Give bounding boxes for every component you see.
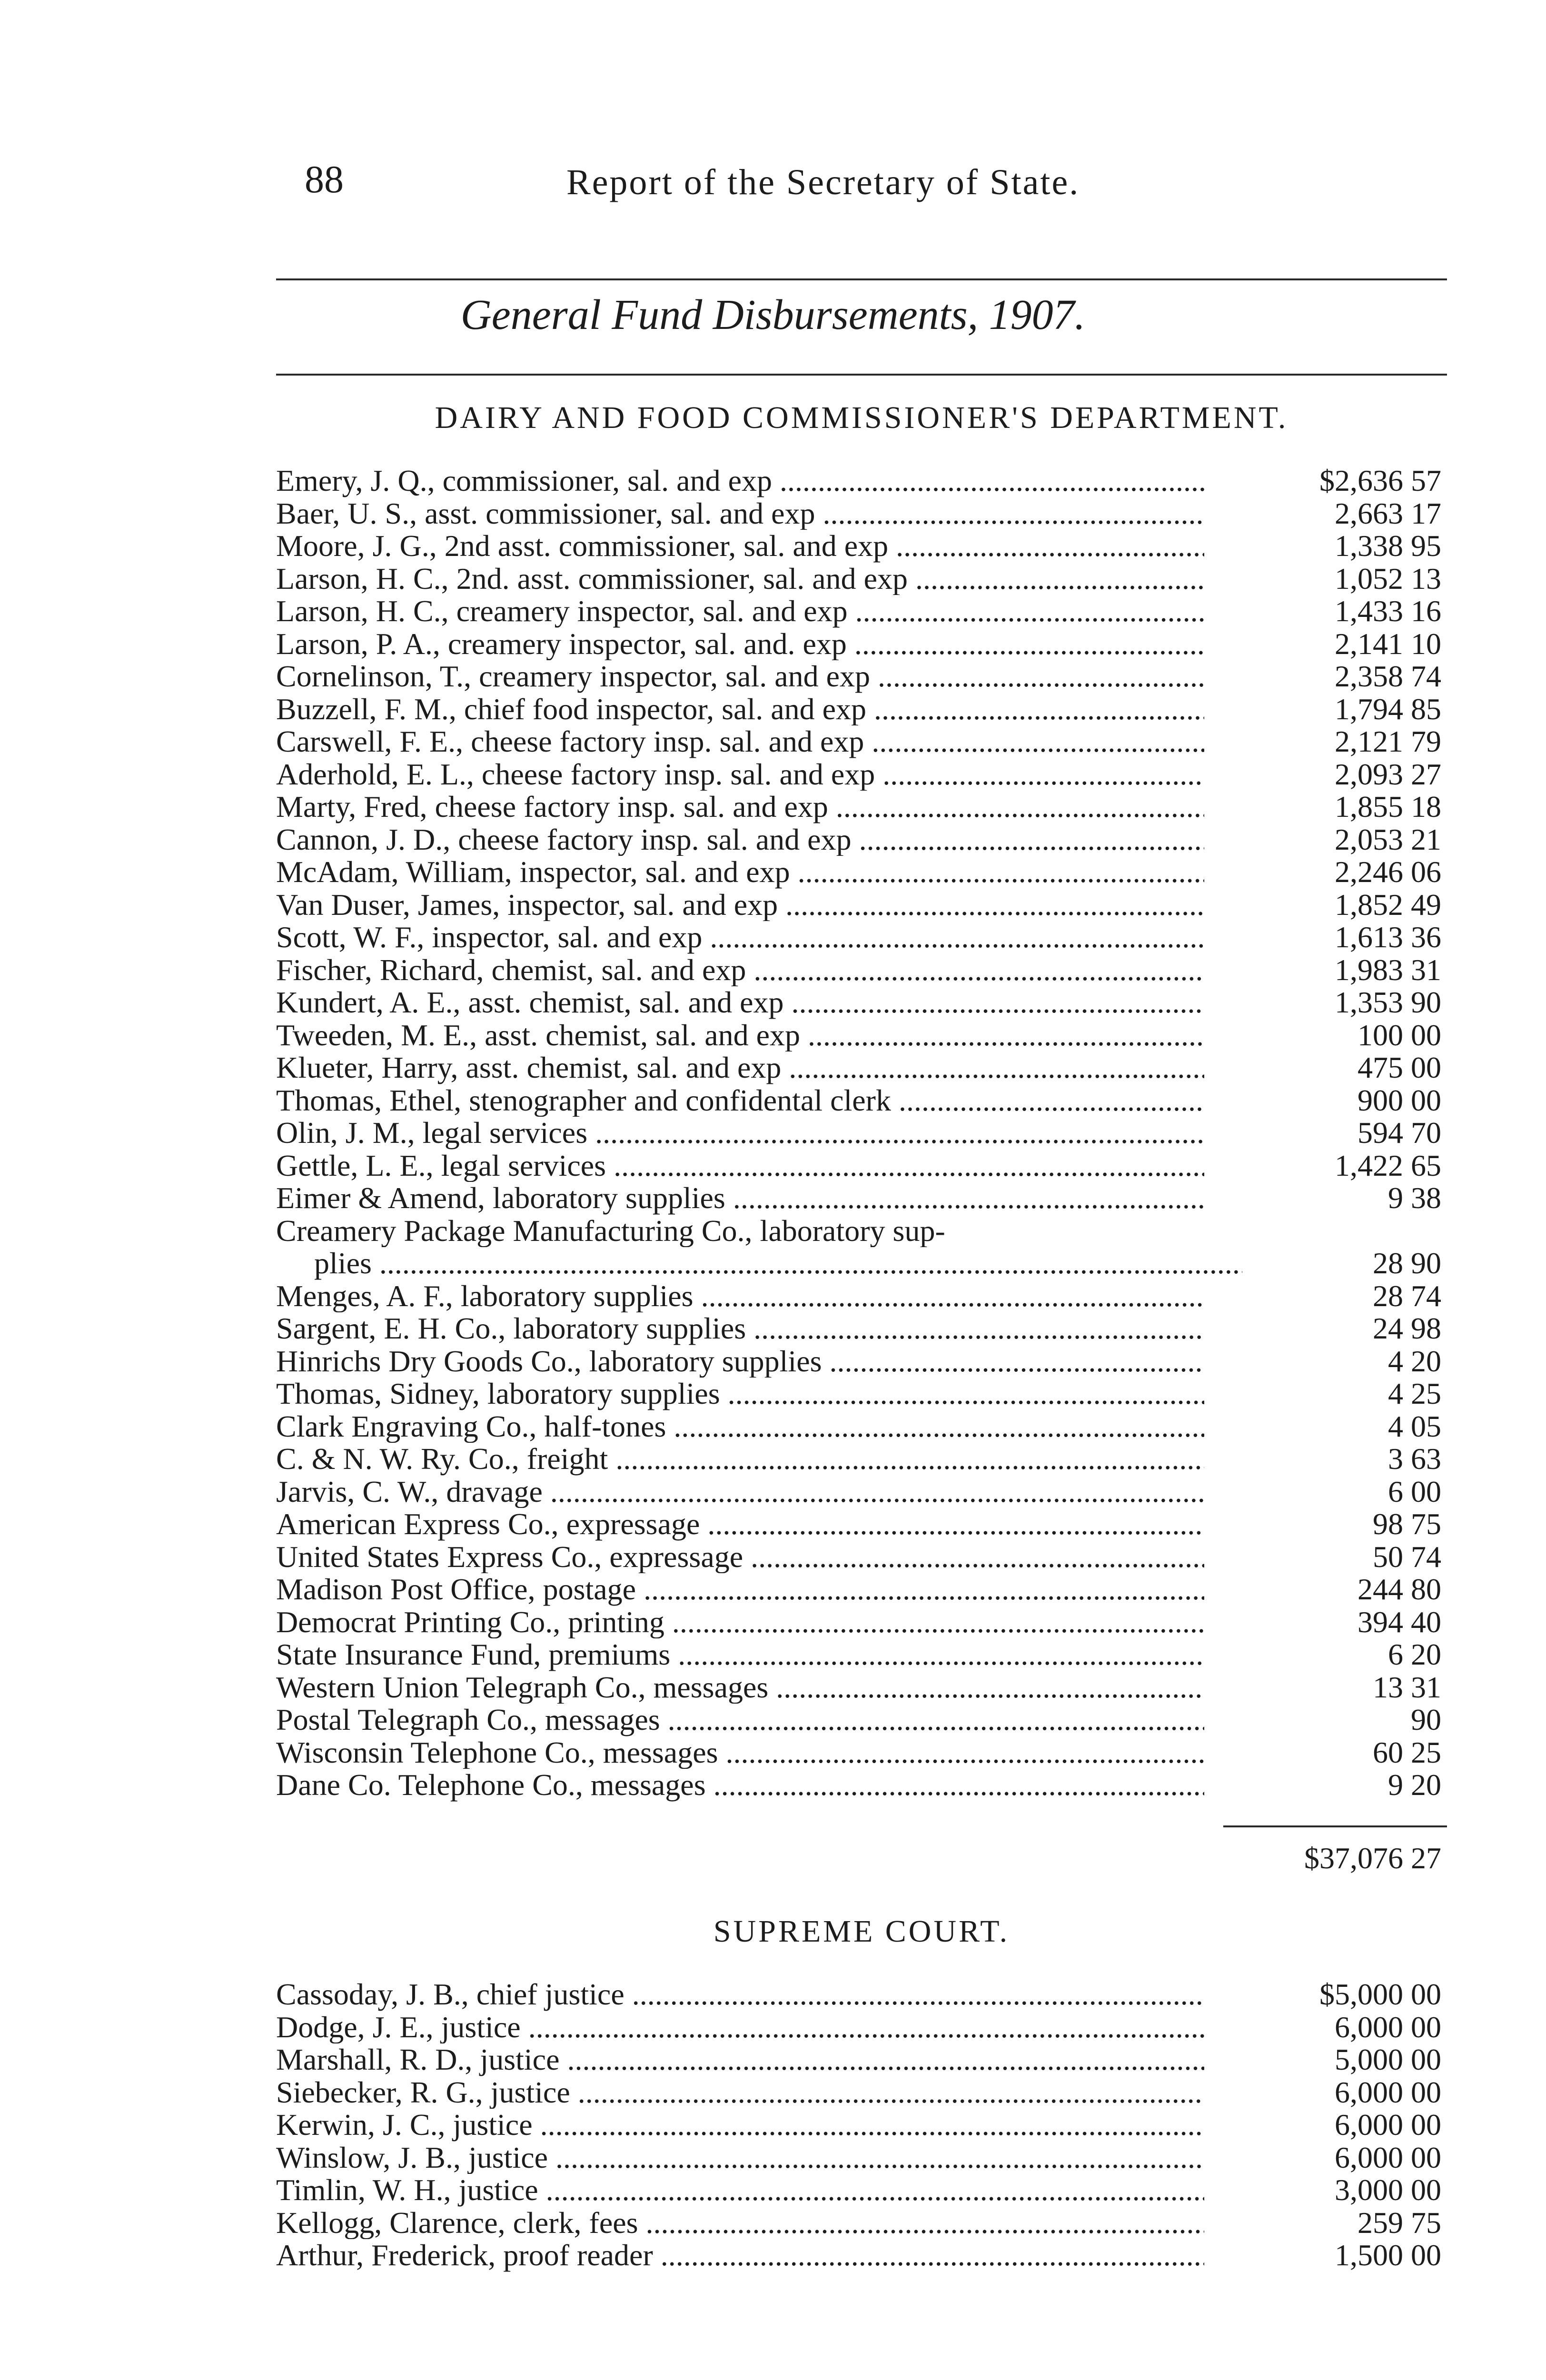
list-item bbox=[276, 1606, 1447, 1639]
entry-payee: Larson, H. C., 2nd. asst. commissioner, sal. and exp ..... bbox=[276, 563, 1204, 595]
entry-amount: 9 20 bbox=[1388, 1768, 1441, 1802]
entry-payee: Buzzell, F. M., chief food inspector, sal. and exp ..... bbox=[276, 693, 1204, 726]
list-item bbox=[276, 856, 1447, 889]
header-rule bbox=[276, 278, 1447, 280]
dairy-food-section bbox=[276, 400, 1447, 1876]
running-title: Report of the Secretary of State. bbox=[566, 162, 1080, 202]
list-item bbox=[276, 1019, 1447, 1052]
entry-payee: Clark Engraving Co., half-tones ..... bbox=[276, 1410, 1204, 1443]
entry-amount: 4 25 bbox=[1388, 1377, 1441, 1410]
entry-amount: 900 00 bbox=[1358, 1083, 1441, 1117]
entry-amount: 100 00 bbox=[1358, 1018, 1441, 1052]
entry-amount: 28 74 bbox=[1373, 1279, 1441, 1313]
entry-payee: Wisconsin Telephone Co., messages ..... bbox=[276, 1736, 1204, 1769]
section-total: $37,076 27 bbox=[1304, 1841, 1441, 1875]
entry-amount: 28 90 bbox=[1373, 1246, 1441, 1280]
entry-payee: Arthur, Frederick, proof reader ..... bbox=[276, 2239, 1204, 2272]
list-item bbox=[276, 758, 1447, 791]
entry-payee: Hinrichs Dry Goods Co., laboratory supplies ..... bbox=[276, 1345, 1204, 1378]
entry-amount: 13 31 bbox=[1373, 1670, 1441, 1704]
entry-amount: 3,000 00 bbox=[1335, 2173, 1441, 2207]
list-item bbox=[276, 1378, 1447, 1410]
list-item bbox=[276, 595, 1447, 628]
entry-amount: 6,000 00 bbox=[1335, 2140, 1441, 2174]
entry-amount: 6,000 00 bbox=[1335, 2075, 1441, 2109]
entry-amount: 5,000 00 bbox=[1335, 2043, 1441, 2076]
list-item bbox=[276, 563, 1447, 595]
list-item bbox=[276, 1443, 1447, 1476]
entry-amount: 1,338 95 bbox=[1335, 529, 1441, 563]
entry-payee: Scott, W. F., inspector, sal. and exp ..... bbox=[276, 921, 1204, 954]
entry-amount: 6,000 00 bbox=[1335, 2010, 1441, 2044]
entry-amount: 475 00 bbox=[1358, 1051, 1441, 1084]
list-item bbox=[276, 693, 1447, 726]
entry-payee: Kundert, A. E., asst. chemist, sal. and exp ..... bbox=[276, 986, 1204, 1019]
entry-amount: 594 70 bbox=[1358, 1116, 1441, 1150]
entry-amount: 2,663 17 bbox=[1335, 496, 1441, 530]
entry-payee: Carswell, F. E., cheese factory insp. sal. and exp ..... bbox=[276, 725, 1204, 758]
list-item bbox=[276, 1345, 1447, 1378]
list-item bbox=[276, 2109, 1447, 2142]
list-item bbox=[276, 954, 1447, 987]
list-item bbox=[276, 791, 1447, 823]
entry-payee: plies ..... bbox=[276, 1247, 1242, 1280]
page-subtitle: General Fund Disbursements, 1907. bbox=[460, 291, 1086, 338]
entry-payee: Eimer & Amend, laboratory supplies ..... bbox=[276, 1182, 1204, 1215]
list-item bbox=[276, 628, 1447, 661]
entry-amount: 50 74 bbox=[1373, 1539, 1441, 1574]
entry-payee: Cornelinson, T., creamery inspector, sal. and exp ..... bbox=[276, 660, 1204, 693]
entry-payee: Winslow, J. B., justice ..... bbox=[276, 2142, 1204, 2174]
list-item bbox=[276, 2142, 1447, 2174]
entry-amount: 6,000 00 bbox=[1335, 2108, 1441, 2142]
list-item bbox=[276, 2076, 1447, 2109]
supreme-entries bbox=[276, 1978, 1447, 2272]
list-item bbox=[276, 986, 1447, 1019]
entry-payee: Dane Co. Telephone Co., messages ..... bbox=[276, 1769, 1204, 1802]
entry-amount: 1,500 00 bbox=[1335, 2238, 1441, 2272]
entry-amount: 2,358 74 bbox=[1335, 659, 1441, 693]
entry-payee: Marshall, R. D., justice ..... bbox=[276, 2043, 1204, 2076]
entry-payee: Postal Telegraph Co., messages ..... bbox=[276, 1704, 1204, 1736]
entry-payee: Aderhold, E. L., cheese factory insp. sal. and exp ..... bbox=[276, 758, 1204, 791]
entry-amount: 1,794 85 bbox=[1335, 692, 1441, 726]
list-item bbox=[276, 2239, 1447, 2272]
entry-payee: Dodge, J. E., justice ..... bbox=[276, 2011, 1204, 2044]
list-item bbox=[276, 1280, 1447, 1313]
entry-amount: $2,636 57 bbox=[1319, 464, 1441, 497]
list-item bbox=[276, 1638, 1447, 1671]
list-item bbox=[276, 1541, 1447, 1574]
list-item bbox=[276, 1312, 1447, 1345]
entry-payee: Larson, H. C., creamery inspector, sal. and exp ..... bbox=[276, 595, 1204, 628]
list-item bbox=[276, 2043, 1447, 2076]
entry-payee: Menges, A. F., laboratory supplies ..... bbox=[276, 1280, 1204, 1313]
entry-amount: 2,093 27 bbox=[1335, 757, 1441, 791]
list-item bbox=[276, 725, 1447, 758]
list-item bbox=[276, 1508, 1447, 1541]
entry-payee: State Insurance Fund, premiums ..... bbox=[276, 1638, 1204, 1671]
list-item bbox=[276, 1769, 1447, 1802]
list-item bbox=[276, 1736, 1447, 1769]
entry-amount: 1,353 90 bbox=[1335, 985, 1441, 1019]
list-item bbox=[276, 1410, 1447, 1443]
total-rule bbox=[1223, 1825, 1447, 1827]
entry-payee: Klueter, Harry, asst. chemist, sal. and exp ..... bbox=[276, 1051, 1204, 1084]
entry-payee: Gettle, L. E., legal services ..... bbox=[276, 1150, 1204, 1182]
list-item bbox=[276, 1084, 1447, 1117]
list-item bbox=[276, 1215, 1447, 1248]
entry-amount: 2,141 10 bbox=[1335, 626, 1441, 661]
list-item bbox=[276, 1182, 1447, 1215]
entry-amount: 1,852 49 bbox=[1335, 887, 1441, 922]
list-item bbox=[276, 2174, 1447, 2207]
entry-amount: 98 75 bbox=[1373, 1507, 1441, 1541]
entry-amount: 2,053 21 bbox=[1335, 822, 1441, 856]
entry-amount: 24 98 bbox=[1373, 1311, 1441, 1345]
list-item bbox=[276, 1150, 1447, 1182]
list-item bbox=[276, 1978, 1447, 2011]
list-item bbox=[276, 1247, 1447, 1280]
entry-amount: 259 75 bbox=[1358, 2205, 1441, 2240]
list-item bbox=[276, 1704, 1447, 1736]
entry-amount: 3 63 bbox=[1388, 1442, 1441, 1476]
list-item bbox=[276, 1671, 1447, 1704]
subtitle-rule bbox=[276, 374, 1447, 376]
entry-payee: Van Duser, James, inspector, sal. and exp ..... bbox=[276, 889, 1204, 922]
entry-amount: $5,000 00 bbox=[1319, 1977, 1441, 2011]
list-item bbox=[276, 823, 1447, 856]
list-item bbox=[276, 530, 1447, 563]
list-item bbox=[276, 2207, 1447, 2240]
entry-amount: 4 05 bbox=[1388, 1409, 1441, 1443]
entry-payee: Siebecker, R. G., justice ..... bbox=[276, 2076, 1204, 2109]
entry-payee: Larson, P. A., creamery inspector, sal. and. exp ..... bbox=[276, 628, 1204, 661]
entry-payee: Marty, Fred, cheese factory insp. sal. and exp ..... bbox=[276, 791, 1204, 823]
entry-payee: Creamery Package Manufacturing Co., laboratory sup- bbox=[276, 1214, 945, 1247]
entry-payee: Olin, J. M., legal services ..... bbox=[276, 1117, 1204, 1150]
list-item bbox=[276, 889, 1447, 922]
entry-payee: Democrat Printing Co., printing ..... bbox=[276, 1606, 1204, 1639]
entry-payee: Thomas, Sidney, laboratory supplies ..... bbox=[276, 1378, 1204, 1410]
entry-amount: 9 38 bbox=[1388, 1181, 1441, 1215]
entry-payee: Emery, J. Q., commissioner, sal. and exp ..... bbox=[276, 465, 1204, 497]
entry-amount: 244 80 bbox=[1358, 1572, 1441, 1606]
entry-payee: Thomas, Ethel, stenographer and confidental clerk ..... bbox=[276, 1084, 1204, 1117]
entry-payee: Tweeden, M. E., asst. chemist, sal. and exp ..... bbox=[276, 1019, 1204, 1052]
list-item bbox=[276, 1476, 1447, 1508]
entry-amount: 394 40 bbox=[1358, 1605, 1441, 1639]
entry-amount: 1,983 31 bbox=[1335, 952, 1441, 987]
entry-payee: Kellogg, Clarence, clerk, fees ..... bbox=[276, 2207, 1204, 2240]
list-item bbox=[276, 1117, 1447, 1150]
entry-amount: 6 00 bbox=[1388, 1474, 1441, 1508]
entry-amount: 90 bbox=[1411, 1703, 1441, 1736]
entry-payee: Madison Post Office, postage ..... bbox=[276, 1573, 1204, 1606]
supreme-court-section bbox=[276, 1914, 1447, 2272]
entry-payee: Baer, U. S., asst. commissioner, sal. and exp ..... bbox=[276, 497, 1204, 530]
entry-payee: Fischer, Richard, chemist, sal. and exp ..... bbox=[276, 954, 1204, 987]
section-heading: SUPREME COURT. bbox=[713, 1914, 1010, 1949]
page-number: 88 bbox=[305, 158, 344, 201]
list-item bbox=[276, 1051, 1447, 1084]
entry-payee: Cassoday, J. B., chief justice ..... bbox=[276, 1978, 1204, 2011]
entry-amount: 60 25 bbox=[1373, 1735, 1441, 1769]
entry-amount: 1,613 36 bbox=[1335, 920, 1441, 954]
entry-payee: Jarvis, C. W., dravage ..... bbox=[276, 1476, 1204, 1508]
entry-amount: 1,422 65 bbox=[1335, 1148, 1441, 1182]
entry-amount: 1,433 16 bbox=[1335, 594, 1441, 628]
entry-payee: Western Union Telegraph Co., messages ..... bbox=[276, 1671, 1204, 1704]
entry-payee: United States Express Co., expressage ..... bbox=[276, 1541, 1204, 1574]
section-heading: DAIRY AND FOOD COMMISSIONER'S DEPARTMENT. bbox=[435, 400, 1288, 435]
entry-amount: 6 20 bbox=[1388, 1637, 1441, 1671]
list-item bbox=[276, 2011, 1447, 2044]
entry-amount: 4 20 bbox=[1388, 1344, 1441, 1378]
entry-payee: Timlin, W. H., justice ..... bbox=[276, 2174, 1204, 2207]
entry-payee: Kerwin, J. C., justice ..... bbox=[276, 2109, 1204, 2142]
entry-payee: Sargent, E. H. Co., laboratory supplies ..... bbox=[276, 1312, 1204, 1345]
list-item bbox=[276, 921, 1447, 954]
dairy-entries bbox=[276, 465, 1447, 1802]
list-item bbox=[276, 660, 1447, 693]
list-item bbox=[276, 1573, 1447, 1606]
entry-payee: McAdam, William, inspector, sal. and exp ..... bbox=[276, 856, 1204, 889]
entry-payee: Cannon, J. D., cheese factory insp. sal. and exp ..... bbox=[276, 823, 1204, 856]
entry-payee: C. & N. W. Ry. Co., freight ..... bbox=[276, 1443, 1204, 1476]
entry-amount: 1,855 18 bbox=[1335, 790, 1441, 823]
entry-payee: Moore, J. G., 2nd asst. commissioner, sal. and exp ..... bbox=[276, 530, 1204, 563]
list-item bbox=[276, 465, 1447, 497]
entry-payee: American Express Co., expressage ..... bbox=[276, 1508, 1204, 1541]
entry-amount: 1,052 13 bbox=[1335, 561, 1441, 595]
list-item bbox=[276, 497, 1447, 530]
entry-amount: 2,121 79 bbox=[1335, 724, 1441, 758]
entry-amount: 2,246 06 bbox=[1335, 855, 1441, 889]
